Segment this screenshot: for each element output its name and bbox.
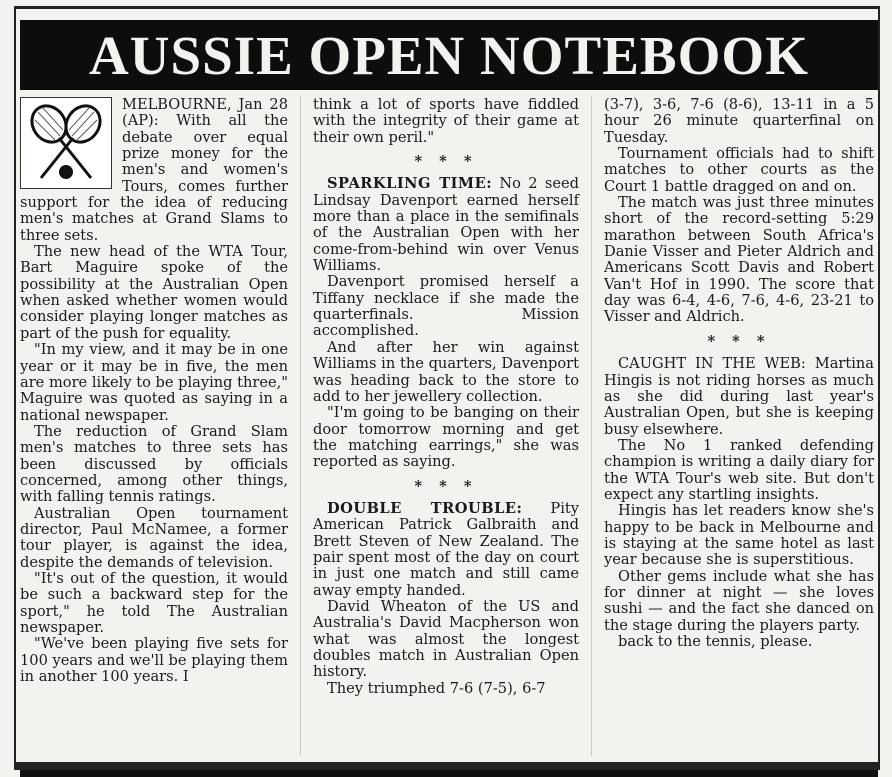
column-1 (20, 97, 288, 685)
paragraph: Tournament officials had to shift matches to other courts as the Court 1 battle dragged on and on. (604, 145, 874, 195)
paragraph: The match was just three minutes short of the record-setting 5:29 marathon between South Africa's Danie Visser and Pieter Aldrich and Americans Scott Davis and Robert Van't Hof in 1990. The score that day was 6-4, 4-6, 7-6, 4-6, 23-21 to Visser and Aldrich. (604, 194, 874, 326)
paragraph: (3-7), 3-6, 7-6 (8-6), 13-11 in a 5 hour 26 minute quarterfinal on Tuesday. (604, 96, 874, 146)
paragraph: think a lot of sports have fiddled with the integrity of their game at their own peril." (313, 96, 579, 146)
paragraph: Hingis has let readers know she's happy to be back in Melbourne and is staying at the same hotel as last year because she is superstitious. (604, 502, 874, 569)
masthead-title: AUSSIE OPEN NOTEBOOK (20, 20, 878, 90)
paragraph: CAUGHT IN THE WEB: Martina Hingis is not riding horses as much as she did during last year's Australian Open, but she is keeping busy elsewhere. (604, 355, 874, 438)
paragraph: The No 1 ranked defending champion is writing a daily diary for the WTA Tour's web site. But don't expect any startling insights. (604, 436, 874, 503)
paragraph: The new head of the WTA Tour, Bart Maguire spoke of the possibility at the Australian Open when asked whether women would consider playing longer matches as part of the push for equality. (20, 243, 288, 342)
crossed-tennis-rackets-icon (20, 97, 112, 189)
paragraph: MELBOURNE, Jan 28 (AP): With all the debate over equal prize money for the men's and women's Tours, comes further support for the idea of reducing men's matches at Grand Slams to three sets. (20, 96, 288, 244)
paragraph (313, 176, 579, 274)
paragraph: "I'm going to be banging on their door tomorrow morning and get the matching earrings," she was reported as saying. (313, 404, 579, 471)
section-kicker: SPARKLING TIME: (327, 175, 493, 193)
paragraph: They triumphed 7-6 (7-5), 6-7 (327, 679, 546, 697)
paragraph: "It's out of the question, it would be such a backward step for the sport," he told The Australian newspaper. (20, 569, 288, 636)
paragraph: And after her win against Williams in the quarters, Davenport was heading back to the store to add to her jewellery collection. (313, 338, 579, 405)
next-article-strip (20, 770, 878, 777)
section-separator: * * * (707, 332, 771, 350)
paragraph: "We've been playing five sets for 100 years and we'll be playing them in another 100 years. I (20, 635, 288, 686)
column-gutter (591, 96, 592, 756)
paragraph: The reduction of Grand Slam men's matches to three sets has been discussed by officials concerned, among other things, with falling tennis ratings. (20, 422, 288, 506)
paragraph: David Wheaton of the US and Australia's David Macpherson won what was almost the longest doubles match in Australian Open history. (313, 597, 579, 681)
column-2 (313, 97, 579, 697)
paragraph: Australian Open tournament director, Paul McNamee, a former tour player, is against the idea, despite the demands of television. (20, 504, 288, 571)
column-gutter (300, 96, 301, 756)
paragraph: Other gems include what she has for dinner at night — she loves sushi — and the fact she danced on the stage during the players party. (604, 567, 874, 634)
column-3 (604, 97, 874, 650)
paragraph-text: Pity American Patrick Galbraith and Brett Steven of New Zealand. The pair spent most of the day on court in just one match and still came away empty handed. (313, 499, 579, 599)
paragraph (313, 501, 579, 599)
section-separator: * * * (414, 477, 478, 495)
paragraph: Davenport promised herself a Tiffany necklace if she made the quarterfinals. Mission accomplished. (313, 273, 579, 340)
top-rule (14, 6, 880, 9)
bottom-rule (14, 762, 880, 770)
paragraph: "In my view, and it may be in one year or it may be in five, the men are more likely to be playing three," Maguire was quoted as saying in a national newspaper. (20, 341, 288, 424)
section-kicker: DOUBLE TROUBLE: (327, 499, 523, 517)
section-separator: * * * (414, 153, 478, 171)
paragraph: back to the tennis, please. (618, 633, 813, 650)
paragraph-text: No 2 seed Lindsay Davenport earned herself more than a place in the semifinals of the Australian Open with her come-from-behind win over Venus Williams. (313, 175, 579, 275)
